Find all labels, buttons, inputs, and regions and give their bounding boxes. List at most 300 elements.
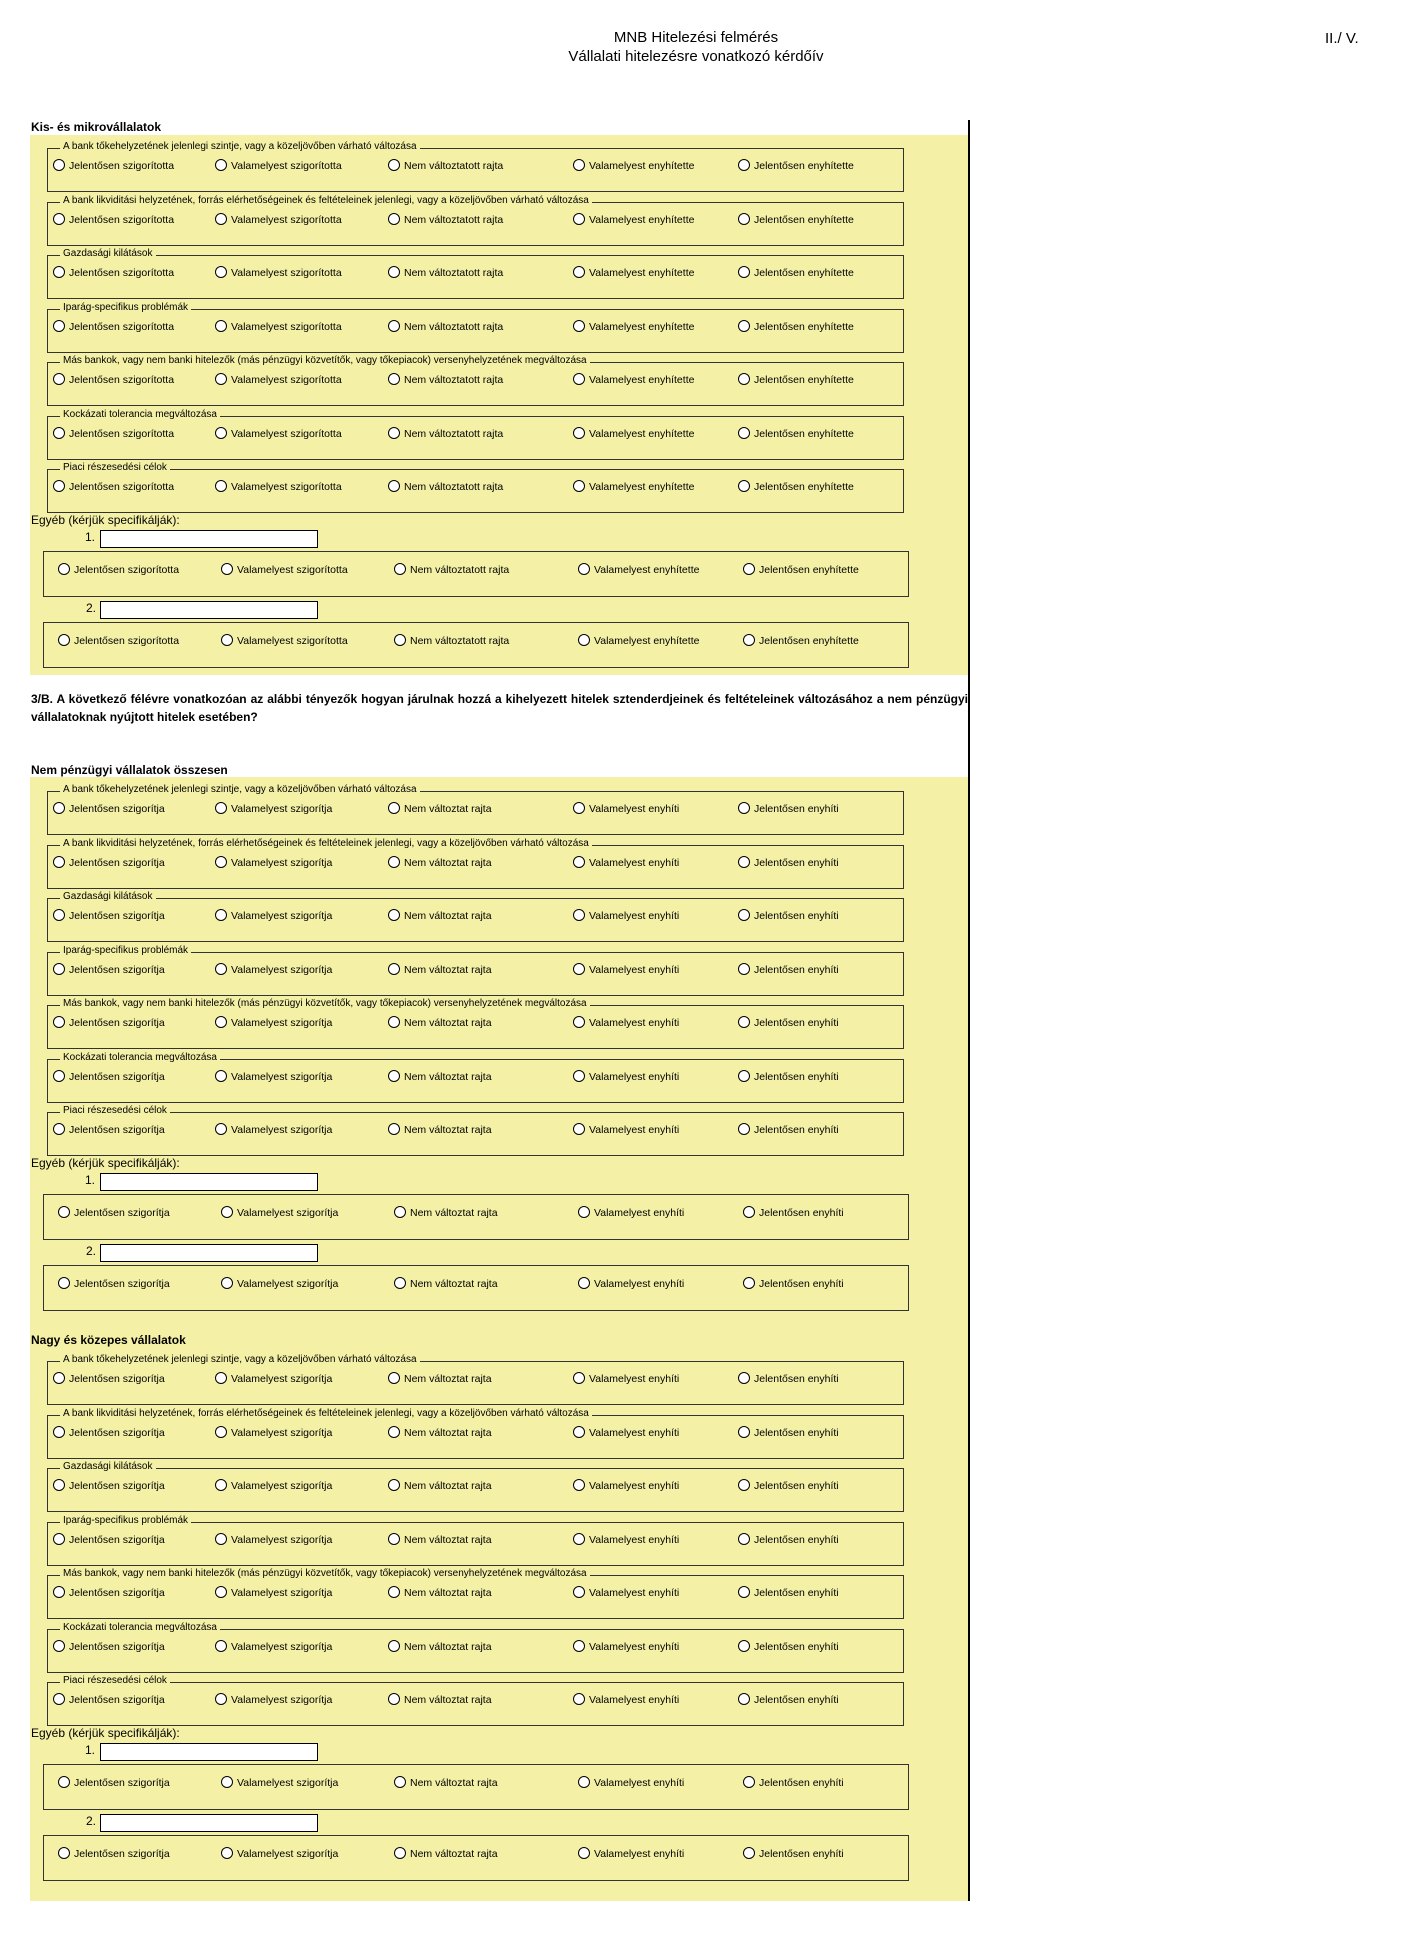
factor-5-option-2[interactable] <box>215 1586 332 1600</box>
factor-3-option-3[interactable] <box>388 909 492 923</box>
radio-button[interactable] <box>743 563 755 575</box>
factor-4-option-1[interactable] <box>53 320 174 334</box>
radio-button[interactable] <box>573 480 585 492</box>
option-label: Jelentősen szigorította <box>69 213 175 226</box>
other-1-option-1[interactable] <box>58 1206 170 1220</box>
radio-button[interactable] <box>573 1533 585 1545</box>
option-label: Valamelyest enyhítette <box>589 374 695 386</box>
radio-button[interactable] <box>53 1693 65 1705</box>
factor-6-option-1[interactable] <box>53 1070 165 1084</box>
radio-button[interactable] <box>53 909 65 921</box>
factor-6-option-2[interactable] <box>215 1070 332 1084</box>
factor-4-option-4[interactable] <box>573 963 679 977</box>
factor-2-option-3[interactable] <box>388 213 503 227</box>
radio-button[interactable] <box>388 1016 400 1028</box>
radio-button[interactable] <box>738 266 750 278</box>
radio-button[interactable] <box>215 1426 227 1438</box>
other-2-option-1[interactable] <box>58 1847 170 1861</box>
option-label: Nem változtat rajta <box>404 1533 492 1546</box>
factor-4-option-3[interactable] <box>388 1533 492 1547</box>
radio-button[interactable] <box>738 802 750 814</box>
factor-1-option-5[interactable] <box>738 802 839 816</box>
radio-button[interactable] <box>573 1070 585 1082</box>
factor-7-option-4[interactable] <box>573 480 694 494</box>
radio-button[interactable] <box>394 1277 406 1289</box>
option-label: Jelentősen szigorítja <box>69 1533 165 1546</box>
radio-button[interactable] <box>58 1277 70 1289</box>
factor-2-option-3[interactable] <box>388 1426 492 1440</box>
factor-6-option-1[interactable] <box>53 427 174 441</box>
factor-1-option-1[interactable] <box>53 159 174 173</box>
radio-button[interactable] <box>388 1479 400 1491</box>
factor-5-option-1[interactable] <box>53 1016 165 1030</box>
radio-button[interactable] <box>388 1070 400 1082</box>
factor-2-option-1[interactable] <box>53 856 165 870</box>
radio-button[interactable] <box>388 1123 400 1135</box>
option-label: Valamelyest szigorítja <box>231 1640 333 1653</box>
factor-3-option-5[interactable] <box>738 1479 839 1493</box>
factor-1-option-3[interactable] <box>388 159 503 173</box>
factor-6-option-3[interactable] <box>388 1070 492 1084</box>
radio-button[interactable] <box>215 1533 227 1545</box>
factor-6-option-3[interactable] <box>388 1640 492 1654</box>
factor-5-option-2[interactable] <box>215 1016 332 1030</box>
factor-5-option-3[interactable] <box>388 1016 492 1030</box>
radio-button[interactable] <box>573 373 585 385</box>
factor-6-option-3[interactable] <box>388 427 503 441</box>
factor-4-option-3[interactable] <box>388 320 503 334</box>
factor-7-option-1[interactable] <box>53 1123 165 1137</box>
other-1-option-5[interactable] <box>743 1206 844 1220</box>
factor-7-option-1[interactable] <box>53 480 174 494</box>
factor-5-option-4[interactable] <box>573 373 694 387</box>
radio-button[interactable] <box>738 320 750 332</box>
factor-1-option-5[interactable] <box>738 1372 839 1386</box>
other-label: Egyéb (kérjük specifikálják): <box>31 1726 180 1740</box>
factor-2-option-4[interactable] <box>573 213 694 227</box>
factor-1-option-3[interactable] <box>388 802 492 816</box>
other-1-option-3[interactable] <box>394 563 509 577</box>
factor-2-option-1[interactable] <box>53 213 174 227</box>
radio-button[interactable] <box>215 213 227 225</box>
other-specify-input-1[interactable] <box>100 530 318 548</box>
radio-button[interactable] <box>394 1776 406 1788</box>
radio-button[interactable] <box>394 563 406 575</box>
option-label: Jelentősen szigorítja <box>69 1017 165 1029</box>
radio-button[interactable] <box>573 1479 585 1491</box>
other-1-option-5[interactable] <box>743 563 859 577</box>
factor-6-option-4[interactable] <box>573 1070 679 1084</box>
option-label: Jelentősen szigorítja <box>69 963 165 976</box>
radio-button[interactable] <box>738 159 750 171</box>
radio-button[interactable] <box>738 427 750 439</box>
radio-button[interactable] <box>53 373 65 385</box>
factor-1-option-4[interactable] <box>573 1372 679 1386</box>
factor-3-option-1[interactable] <box>53 266 174 280</box>
factor-6-option-5[interactable] <box>738 1640 839 1654</box>
factor-7-option-5[interactable] <box>738 1123 839 1137</box>
factor-label: A bank likviditási helyzetének, forrás elérhetőségeinek és feltételeinek jelenlegi, vagy a közeljövőben várható változása <box>60 1408 592 1420</box>
radio-button[interactable] <box>388 856 400 868</box>
factor-6-option-2[interactable] <box>215 1640 332 1654</box>
other-2-option-1[interactable] <box>58 1277 170 1291</box>
other-2-option-5[interactable] <box>743 1277 844 1291</box>
factor-1-option-4[interactable] <box>573 159 694 173</box>
radio-button[interactable] <box>738 213 750 225</box>
option-label: Jelentősen enyhíti <box>759 1278 844 1290</box>
radio-button[interactable] <box>221 634 233 646</box>
other-1-option-1[interactable] <box>58 563 179 577</box>
radio-button[interactable] <box>738 1426 750 1438</box>
factor-4-option-2[interactable] <box>215 320 342 334</box>
other-2-option-4[interactable] <box>578 1847 684 1861</box>
radio-button[interactable] <box>58 634 70 646</box>
radio-button[interactable] <box>573 1123 585 1135</box>
radio-button[interactable] <box>53 427 65 439</box>
factor-6-option-4[interactable] <box>573 427 694 441</box>
radio-button[interactable] <box>215 427 227 439</box>
radio-button[interactable] <box>388 1372 400 1384</box>
option-label: Jelentősen szigorítja <box>69 1694 165 1706</box>
radio-button[interactable] <box>221 1206 233 1218</box>
option-label: Valamelyest szigorította <box>231 160 342 172</box>
other-specify-input-2[interactable] <box>100 1244 318 1262</box>
factor-1-option-2[interactable] <box>215 802 332 816</box>
other-1-option-5[interactable] <box>743 1776 844 1790</box>
radio-button[interactable] <box>215 802 227 814</box>
factor-3-option-2[interactable] <box>215 266 342 280</box>
option-label: Valamelyest szigorította <box>231 213 342 226</box>
radio-button[interactable] <box>53 320 65 332</box>
section-title: Nem pénzügyi vállalatok összesen <box>31 763 228 777</box>
radio-button[interactable] <box>738 480 750 492</box>
other-specify-input-2[interactable] <box>100 1814 318 1832</box>
factor-label: Kockázati tolerancia megváltozása <box>60 1622 220 1634</box>
radio-button[interactable] <box>53 802 65 814</box>
radio-button[interactable] <box>58 563 70 575</box>
factor-7-option-4[interactable] <box>573 1123 679 1137</box>
radio-button[interactable] <box>215 320 227 332</box>
radio-button[interactable] <box>573 1016 585 1028</box>
factor-5-option-1[interactable] <box>53 373 174 387</box>
other-1-option-1[interactable] <box>58 1776 170 1790</box>
radio-button[interactable] <box>743 1206 755 1218</box>
factor-7-option-4[interactable] <box>573 1693 679 1707</box>
radio-button[interactable] <box>388 1640 400 1652</box>
factor-4-option-2[interactable] <box>215 1533 332 1547</box>
radio-button[interactable] <box>221 1776 233 1788</box>
radio-button[interactable] <box>215 1016 227 1028</box>
radio-button[interactable] <box>215 1586 227 1598</box>
other-1-option-3[interactable] <box>394 1776 498 1790</box>
radio-button[interactable] <box>394 1847 406 1859</box>
factor-1-option-4[interactable] <box>573 802 679 816</box>
radio-button[interactable] <box>738 1533 750 1545</box>
other-2-option-3[interactable] <box>394 1847 498 1861</box>
other-1-option-2[interactable] <box>221 563 348 577</box>
radio-button[interactable] <box>738 909 750 921</box>
factor-2-option-5[interactable] <box>738 1426 839 1440</box>
radio-button[interactable] <box>573 1693 585 1705</box>
radio-button[interactable] <box>573 1426 585 1438</box>
factor-5-option-5[interactable] <box>738 1016 839 1030</box>
other-specify-input-1[interactable] <box>100 1743 318 1761</box>
factor-2-option-3[interactable] <box>388 856 492 870</box>
factor-7-option-2[interactable] <box>215 480 342 494</box>
radio-button[interactable] <box>738 1070 750 1082</box>
radio-button[interactable] <box>394 1206 406 1218</box>
factor-2-option-5[interactable] <box>738 856 839 870</box>
option-label: Jelentősen enyhítette <box>754 427 854 440</box>
radio-button[interactable] <box>215 1640 227 1652</box>
factor-2-option-4[interactable] <box>573 856 679 870</box>
radio-button[interactable] <box>573 856 585 868</box>
radio-button[interactable] <box>738 1372 750 1384</box>
radio-button[interactable] <box>743 634 755 646</box>
other-2-option-3[interactable] <box>394 1277 498 1291</box>
factor-3-option-2[interactable] <box>215 1479 332 1493</box>
radio-button[interactable] <box>738 856 750 868</box>
radio-button[interactable] <box>573 1586 585 1598</box>
radio-button[interactable] <box>578 1206 590 1218</box>
radio-button[interactable] <box>215 1479 227 1491</box>
radio-button[interactable] <box>743 1277 755 1289</box>
radio-button[interactable] <box>573 427 585 439</box>
radio-button[interactable] <box>388 802 400 814</box>
factor-2-option-2[interactable] <box>215 1426 332 1440</box>
factor-5-option-5[interactable] <box>738 1586 839 1600</box>
radio-button[interactable] <box>573 320 585 332</box>
radio-button[interactable] <box>53 1372 65 1384</box>
factor-4-option-1[interactable] <box>53 963 165 977</box>
factor-4-option-4[interactable] <box>573 1533 679 1547</box>
radio-button[interactable] <box>53 213 65 225</box>
radio-button[interactable] <box>388 1533 400 1545</box>
other-1-option-2[interactable] <box>221 1776 338 1790</box>
radio-button[interactable] <box>215 856 227 868</box>
factor-7-option-5[interactable] <box>738 1693 839 1707</box>
factor-6-option-4[interactable] <box>573 1640 679 1654</box>
factor-2-option-1[interactable] <box>53 1426 165 1440</box>
factor-3-option-4[interactable] <box>573 1479 679 1493</box>
factor-2-option-5[interactable] <box>738 213 854 227</box>
radio-button[interactable] <box>215 1070 227 1082</box>
radio-button[interactable] <box>738 1586 750 1598</box>
radio-button[interactable] <box>215 266 227 278</box>
factor-3-option-5[interactable] <box>738 266 854 280</box>
factor-4-option-5[interactable] <box>738 963 839 977</box>
radio-button[interactable] <box>221 1847 233 1859</box>
factor-4-option-2[interactable] <box>215 963 332 977</box>
radio-button[interactable] <box>573 963 585 975</box>
option-label: Jelentősen enyhíti <box>754 1124 839 1136</box>
radio-button[interactable] <box>53 856 65 868</box>
other-1-option-2[interactable] <box>221 1206 338 1220</box>
other-1-option-4[interactable] <box>578 563 699 577</box>
factor-1-option-3[interactable] <box>388 1372 492 1386</box>
radio-button[interactable] <box>215 480 227 492</box>
factor-2-option-2[interactable] <box>215 856 332 870</box>
radio-button[interactable] <box>53 480 65 492</box>
radio-button[interactable] <box>573 1372 585 1384</box>
factor-2-option-4[interactable] <box>573 1426 679 1440</box>
factor-6-option-1[interactable] <box>53 1640 165 1654</box>
factor-7-option-3[interactable] <box>388 1123 492 1137</box>
radio-button[interactable] <box>578 634 590 646</box>
option-label: Jelentősen szigorítja <box>69 1373 165 1385</box>
radio-button[interactable] <box>573 213 585 225</box>
factor-6-option-2[interactable] <box>215 427 342 441</box>
radio-button[interactable] <box>53 1123 65 1135</box>
factor-4-option-3[interactable] <box>388 963 492 977</box>
radio-button[interactable] <box>215 159 227 171</box>
factor-3-option-3[interactable] <box>388 1479 492 1493</box>
radio-button[interactable] <box>388 1586 400 1598</box>
radio-button[interactable] <box>58 1776 70 1788</box>
radio-button[interactable] <box>573 266 585 278</box>
factor-3-option-5[interactable] <box>738 909 839 923</box>
radio-button[interactable] <box>215 1372 227 1384</box>
other-2-option-4[interactable] <box>578 634 699 648</box>
radio-button[interactable] <box>215 1123 227 1135</box>
radio-button[interactable] <box>53 266 65 278</box>
factor-7-option-5[interactable] <box>738 480 854 494</box>
radio-button[interactable] <box>53 963 65 975</box>
factor-6-option-5[interactable] <box>738 427 854 441</box>
other-2-option-2[interactable] <box>221 1277 338 1291</box>
option-label: Valamelyest enyhíti <box>589 1587 680 1599</box>
factor-7-option-3[interactable] <box>388 1693 492 1707</box>
radio-button[interactable] <box>53 1479 65 1491</box>
radio-button[interactable] <box>578 1776 590 1788</box>
other-2-option-2[interactable] <box>221 1847 338 1861</box>
option-label: Valamelyest szigorítja <box>231 803 333 815</box>
radio-button[interactable] <box>738 963 750 975</box>
other-specify-input-2[interactable] <box>100 601 318 619</box>
factor-5-option-4[interactable] <box>573 1016 679 1030</box>
radio-button[interactable] <box>394 634 406 646</box>
radio-button[interactable] <box>738 1123 750 1135</box>
other-2-option-1[interactable] <box>58 634 179 648</box>
radio-button[interactable] <box>215 1693 227 1705</box>
factor-3-option-1[interactable] <box>53 909 165 923</box>
radio-button[interactable] <box>388 480 400 492</box>
other-2-option-5[interactable] <box>743 1847 844 1861</box>
radio-button[interactable] <box>573 1640 585 1652</box>
factor-1-option-1[interactable] <box>53 1372 165 1386</box>
factor-6-option-5[interactable] <box>738 1070 839 1084</box>
other-field-number: 1. <box>85 530 96 544</box>
radio-button[interactable] <box>53 1426 65 1438</box>
radio-button[interactable] <box>388 909 400 921</box>
factor-4-option-1[interactable] <box>53 1533 165 1547</box>
radio-button[interactable] <box>738 1693 750 1705</box>
factor-4-option-4[interactable] <box>573 320 694 334</box>
radio-button[interactable] <box>53 1533 65 1545</box>
other-specify-input-1[interactable] <box>100 1173 318 1191</box>
radio-button[interactable] <box>743 1847 755 1859</box>
radio-button[interactable] <box>738 1016 750 1028</box>
factor-7-option-1[interactable] <box>53 1693 165 1707</box>
other-1-option-4[interactable] <box>578 1206 684 1220</box>
radio-button[interactable] <box>53 1016 65 1028</box>
factor-3-option-1[interactable] <box>53 1479 165 1493</box>
radio-button[interactable] <box>738 1640 750 1652</box>
radio-button[interactable] <box>388 427 400 439</box>
other-2-option-4[interactable] <box>578 1277 684 1291</box>
radio-button[interactable] <box>573 909 585 921</box>
other-1-option-3[interactable] <box>394 1206 498 1220</box>
factor-3-option-2[interactable] <box>215 909 332 923</box>
radio-button[interactable] <box>578 1277 590 1289</box>
radio-button[interactable] <box>53 1070 65 1082</box>
radio-button[interactable] <box>578 1847 590 1859</box>
radio-button[interactable] <box>388 213 400 225</box>
radio-button[interactable] <box>738 1479 750 1491</box>
factor-5-option-1[interactable] <box>53 1586 165 1600</box>
radio-button[interactable] <box>53 159 65 171</box>
radio-button[interactable] <box>221 563 233 575</box>
factor-3-option-3[interactable] <box>388 266 503 280</box>
factor-1-option-2[interactable] <box>215 159 342 173</box>
radio-button[interactable] <box>53 1586 65 1598</box>
other-2-option-5[interactable] <box>743 634 859 648</box>
factor-5-option-2[interactable] <box>215 373 342 387</box>
other-1-option-4[interactable] <box>578 1776 684 1790</box>
factor-4-option-5[interactable] <box>738 1533 839 1547</box>
radio-button[interactable] <box>738 373 750 385</box>
factor-2-option-2[interactable] <box>215 213 342 227</box>
factor-label: Gazdasági kilátások <box>60 1461 156 1473</box>
factor-3-option-4[interactable] <box>573 266 694 280</box>
radio-button[interactable] <box>388 1426 400 1438</box>
radio-button[interactable] <box>388 963 400 975</box>
option-label: Valamelyest enyhíti <box>589 1426 680 1439</box>
factor-5-option-3[interactable] <box>388 1586 492 1600</box>
factor-5-option-5[interactable] <box>738 373 854 387</box>
radio-button[interactable] <box>388 320 400 332</box>
factor-5-option-3[interactable] <box>388 373 503 387</box>
factor-7-option-2[interactable] <box>215 1693 332 1707</box>
radio-button[interactable] <box>221 1277 233 1289</box>
radio-button[interactable] <box>573 159 585 171</box>
radio-button[interactable] <box>388 373 400 385</box>
radio-button[interactable] <box>53 1640 65 1652</box>
factor-1-option-5[interactable] <box>738 159 854 173</box>
factor-7-option-3[interactable] <box>388 480 503 494</box>
factor-1-option-1[interactable] <box>53 802 165 816</box>
radio-button[interactable] <box>388 1693 400 1705</box>
radio-button[interactable] <box>578 563 590 575</box>
other-2-option-3[interactable] <box>394 634 509 648</box>
radio-button[interactable] <box>215 963 227 975</box>
option-label: Valamelyest enyhítette <box>589 481 695 493</box>
factor-1-option-2[interactable] <box>215 1372 332 1386</box>
factor-3-option-4[interactable] <box>573 909 679 923</box>
radio-button[interactable] <box>215 373 227 385</box>
factor-5-option-4[interactable] <box>573 1586 679 1600</box>
radio-button[interactable] <box>58 1206 70 1218</box>
other-2-option-2[interactable] <box>221 634 348 648</box>
radio-button[interactable] <box>388 266 400 278</box>
radio-button[interactable] <box>573 802 585 814</box>
radio-button[interactable] <box>388 159 400 171</box>
radio-button[interactable] <box>743 1776 755 1788</box>
radio-button[interactable] <box>58 1847 70 1859</box>
factor-7-option-2[interactable] <box>215 1123 332 1137</box>
radio-button[interactable] <box>215 909 227 921</box>
factor-4-option-5[interactable] <box>738 320 854 334</box>
